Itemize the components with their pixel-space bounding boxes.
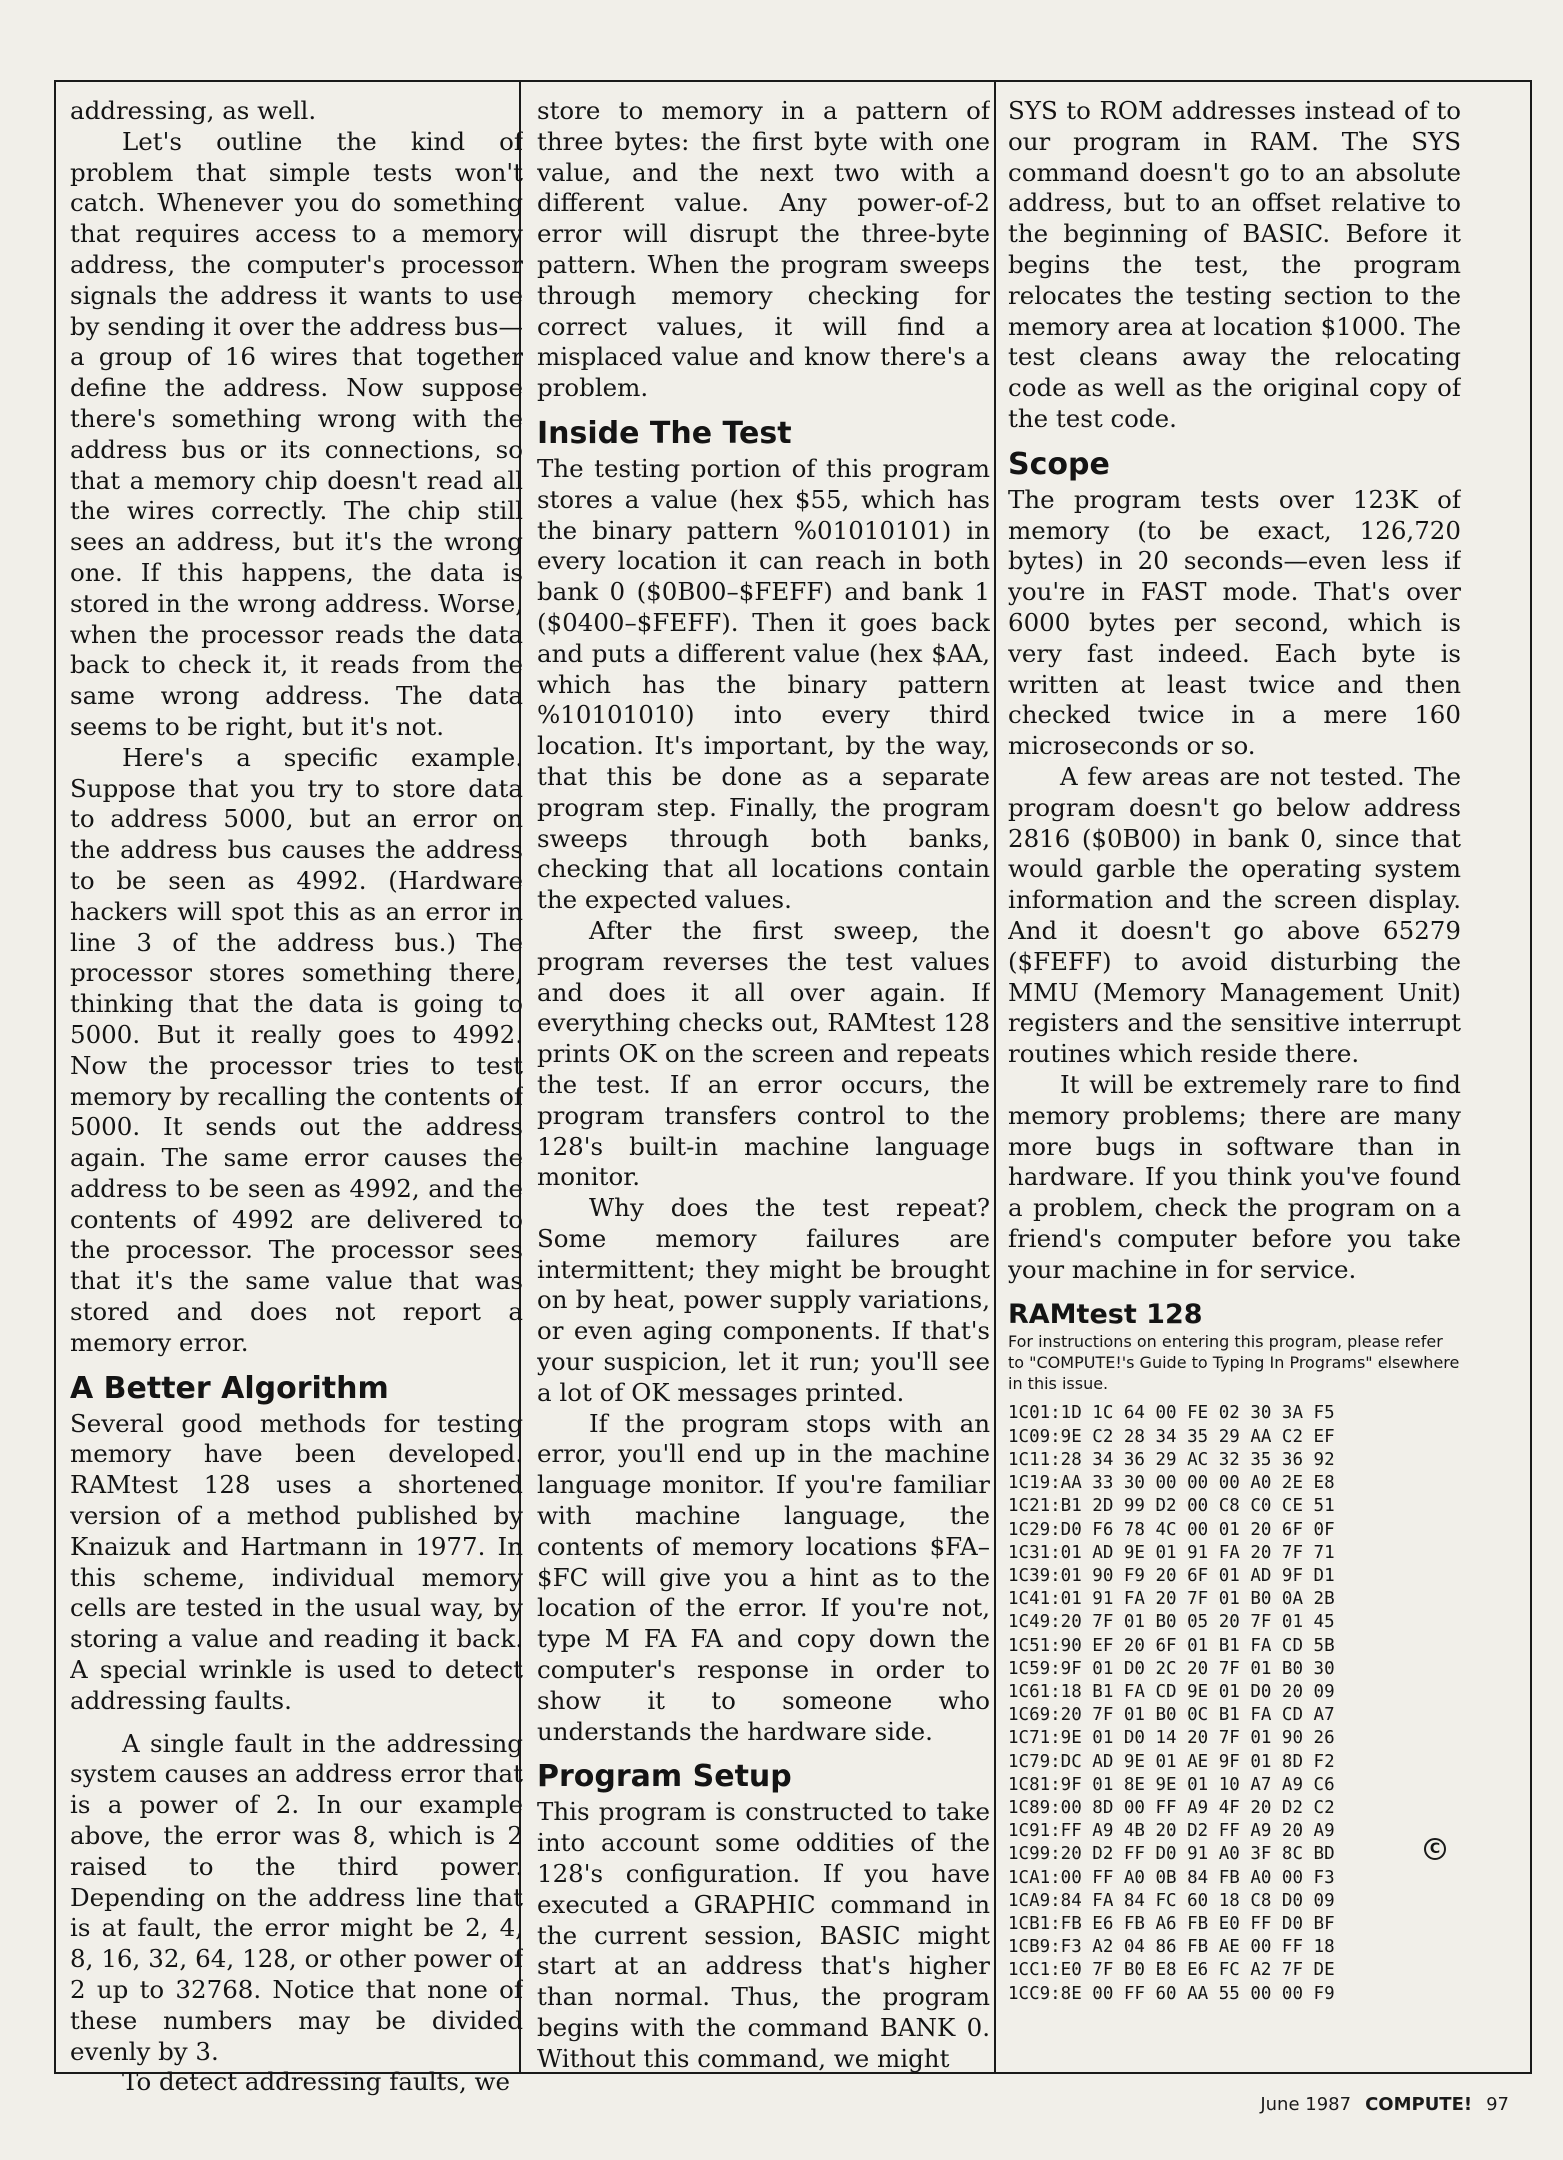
column-1 — [70, 96, 523, 2098]
paragraph: After the first sweep, the program reverses the test values and does it all over again. If everything checks out, RAMtest 128 prints OK on the screen and repeats the test. If an error occurs, the program transfers control to the 128's built-in machine language monitor. — [537, 915, 990, 1192]
listing-line: 1C39:01 90 F9 20 6F 01 AD 9F D1 — [1008, 1565, 1335, 1586]
listing-line: 1C99:20 D2 FF D0 91 A0 3F 8C BD — [1008, 1844, 1335, 1865]
copyright-icon: C — [1424, 1838, 1446, 1860]
page-footer — [1260, 2094, 1509, 2115]
page-number: 97 — [1486, 2094, 1509, 2115]
listing-line: 1C81:9F 01 8E 9E 01 10 A7 A9 C6 — [1008, 1774, 1335, 1795]
listing-line: 1C91:FF A9 4B 20 D2 FF A9 20 A9 — [1008, 1821, 1335, 1842]
listing-line: 1C21:B1 2D 99 D2 00 C8 C0 CE 51 — [1008, 1496, 1335, 1517]
listing-line: 1C09:9E C2 28 34 35 29 AA C2 EF — [1008, 1426, 1335, 1447]
paragraph: A single fault in the addressing system causes an address error that is a power of 2. In our example above, the error was 8, which is 2 raised to the third power. Depending on the address line that is at fault, the error might be 2, 4, 8, 16, 32, 64, 128, or other power of 2 up to 32768. Notice that none of these numbers may be divided evenly by 3. — [70, 1728, 523, 2066]
paragraph: Here's a specific example. Suppose that you try to store data to address 5000, but an error on the address bus causes the address to be seen as 4992. (Hardware hackers will spot this as an error in line 3 of the address bus.) The processor stores something there, thinking that the data is going to 5000. But it really goes to 4992. Now the processor tries to test memory by recalling the contents of 5000. It sends out the address again. The same error causes the address to be seen as 4992, and the contents of 4992 are delivered to the processor. The processor sees that it's the same value that was stored and does not report a memory error. — [70, 742, 523, 1357]
listing-line: 1C89:00 8D 00 FF A9 4F 20 D2 C2 — [1008, 1797, 1335, 1818]
listing-line: 1C11:28 34 36 29 AC 32 35 36 92 — [1008, 1449, 1335, 1470]
listing-line: 1C71:9E 01 D0 14 20 7F 01 90 26 — [1008, 1728, 1335, 1749]
paragraph: If the program stops with an error, you'll end up in the machine language monitor. If you're familiar with machine language, the contents of memory locations $FA–$FC will give you a hint as to the location of the error. If you're not, type M FA FA and copy down the computer's response in order to show it to someone who understands the hardware side. — [537, 1408, 990, 1746]
listing-line: 1CC1:E0 7F B0 E8 E6 FC A2 7F DE — [1008, 1960, 1335, 1981]
paragraph: addressing, as well. — [70, 96, 317, 125]
section-heading: Inside The Test — [537, 415, 792, 451]
listing-line: 1C79:DC AD 9E 01 AE 9F 01 8D F2 — [1008, 1751, 1335, 1772]
listing-line: 1C01:1D 1C 64 00 FE 02 30 3A F5 — [1008, 1403, 1335, 1424]
listing-line: 1C29:D0 F6 78 4C 00 01 20 6F 0F — [1008, 1519, 1335, 1540]
listing-title: RAMtest 128 — [1008, 1299, 1203, 1331]
listing-line: 1CB1:FB E6 FB A6 FB E0 FF D0 BF — [1008, 1913, 1335, 1934]
column-3 — [1008, 96, 1461, 2006]
listing-line: 1C19:AA 33 30 00 00 00 A0 2E E8 — [1008, 1473, 1335, 1494]
listing-line: 1C59:9F 01 D0 2C 20 7F 01 B0 30 — [1008, 1658, 1335, 1679]
section-heading: A Better Algorithm — [70, 1370, 389, 1406]
program-listing — [1008, 1402, 1461, 2005]
paragraph: Why does the test repeat? Some memory failures are intermittent; they might be brought on by heat, power supply variations, or even aging components. If that's your suspicion, let it run; you'll see a lot of OK messages printed. — [537, 1193, 990, 1407]
paragraph: store to memory in a pattern of three bytes: the first byte with one value, and the next two with a different value. Any power-of-2 error will disrupt the three-byte pattern. When the program sweeps through memory checking for correct values, it will find a misplaced value and know there's a problem. — [537, 96, 990, 403]
paragraph: To detect addressing faults, we — [122, 2067, 511, 2097]
listing-line: 1C61:18 B1 FA CD 9E 01 D0 20 09 — [1008, 1681, 1335, 1702]
column-rule-2 — [994, 82, 996, 2072]
paragraph: The testing portion of this program stores a value (hex $55, which has the binary pattern %01010101) in every location it can reach in both bank 0 ($0B00–$FEFF) and bank 1 ($0400–$FEFF). Then it goes back and puts a different value (hex $AA, which has the binary pattern %10101010) into every third location. It's important, by the way, that this be done as a separate program step. Finally, the program sweeps through both banks, checking that all locations contain the expected values. — [537, 453, 990, 915]
paragraph: This program is constructed to take into account some oddities of the 128's configuration. If you have executed a GRAPHIC command in the current session, BASIC might start at an address that's higher than normal. Thus, the program begins with the command BANK 0. Without this command, we might — [537, 1797, 990, 2073]
paragraph: It will be extremely rare to find memory problems; there are many more bugs in software than in hardware. If you think you've found a problem, check the program on a friend's computer before you take your machine in for service. — [1008, 1069, 1461, 1284]
section-heading: Scope — [1008, 446, 1110, 482]
listing-line: 1CB9:F3 A2 04 86 FB AE 00 FF 18 — [1008, 1937, 1335, 1958]
paragraph: Several good methods for testing memory have been developed. RAMtest 128 uses a shortened version of a method published by Knaizuk and Hartmann in 1977. In this scheme, individual memory cells are tested in the usual way, by storing a value and reading it back. A special wrinkle is used to detect addressing faults. — [70, 1408, 523, 1715]
section-heading: Program Setup — [537, 1759, 792, 1795]
paragraph: A few areas are not tested. The program doesn't go below address 2816 ($0B00) in bank 0, since that would garble the operating system information and the screen display. And it doesn't go above 65279 ($FEFF) to avoid disturbing the MMU (Memory Management Unit) registers and the sensitive interrupt routines which reside there. — [1008, 761, 1461, 1069]
issue-date: June 1987 — [1260, 2094, 1352, 2115]
paragraph: The program tests over 123K of memory (to be exact, 126,720 bytes) in 20 seconds—even less if you're in FAST mode. That's over 6000 bytes per second, which is very fast indeed. Each byte is written at least twice and then checked twice in a mere 160 microseconds or so. — [1008, 484, 1461, 761]
paragraph: SYS to ROM addresses instead of to our program in RAM. The SYS command doesn't go to an absolute address, but to an offset relative to the beginning of BASIC. Before it begins the test, the program relocates the testing section to the memory area at location $1000. The test cleans away the relocating code as well as the original copy of the test code. — [1008, 96, 1461, 433]
column-2 — [537, 96, 990, 2075]
listing-line: 1C41:01 91 FA 20 7F 01 B0 0A 2B — [1008, 1589, 1335, 1610]
paragraph: Let's outline the kind of problem that simple tests won't catch. Whenever you do something that requires access to a memory address, the computer's processor signals the address it wants to use by sending it over the address bus—a group of 16 wires that together define the address. Now suppose there's something wrong with the address bus or its connections, so that a memory chip doesn't read all the wires correctly. The chip still sees an address, but it's the wrong one. If this happens, the data is stored in the wrong address. Worse, when the processor reads the data back to check it, it reads from the same wrong address. The data seems to be right, but it's not. — [70, 126, 523, 741]
magazine-name: COMPUTE! — [1365, 2094, 1473, 2115]
listing-line: 1CA9:84 FA 84 FC 60 18 C8 D0 09 — [1008, 1890, 1335, 1911]
listing-line: 1C31:01 AD 9E 01 91 FA 20 7F 71 — [1008, 1542, 1335, 1563]
listing-line: 1C51:90 EF 20 6F 01 B1 FA CD 5B — [1008, 1635, 1335, 1656]
listing-line: 1CC9:8E 00 FF 60 AA 55 00 00 F9 — [1008, 1983, 1335, 2004]
listing-note: For instructions on entering this program, please refer to "COMPUTE!'s Guide to Typing In Programs" elsewhere in this issue. — [1008, 1332, 1460, 1394]
listing-line: 1CA1:00 FF A0 0B 84 FB A0 00 F3 — [1008, 1867, 1335, 1888]
listing-line: 1C69:20 7F 01 B0 0C B1 FA CD A7 — [1008, 1705, 1335, 1726]
listing-line: 1C49:20 7F 01 B0 05 20 7F 01 45 — [1008, 1612, 1335, 1633]
